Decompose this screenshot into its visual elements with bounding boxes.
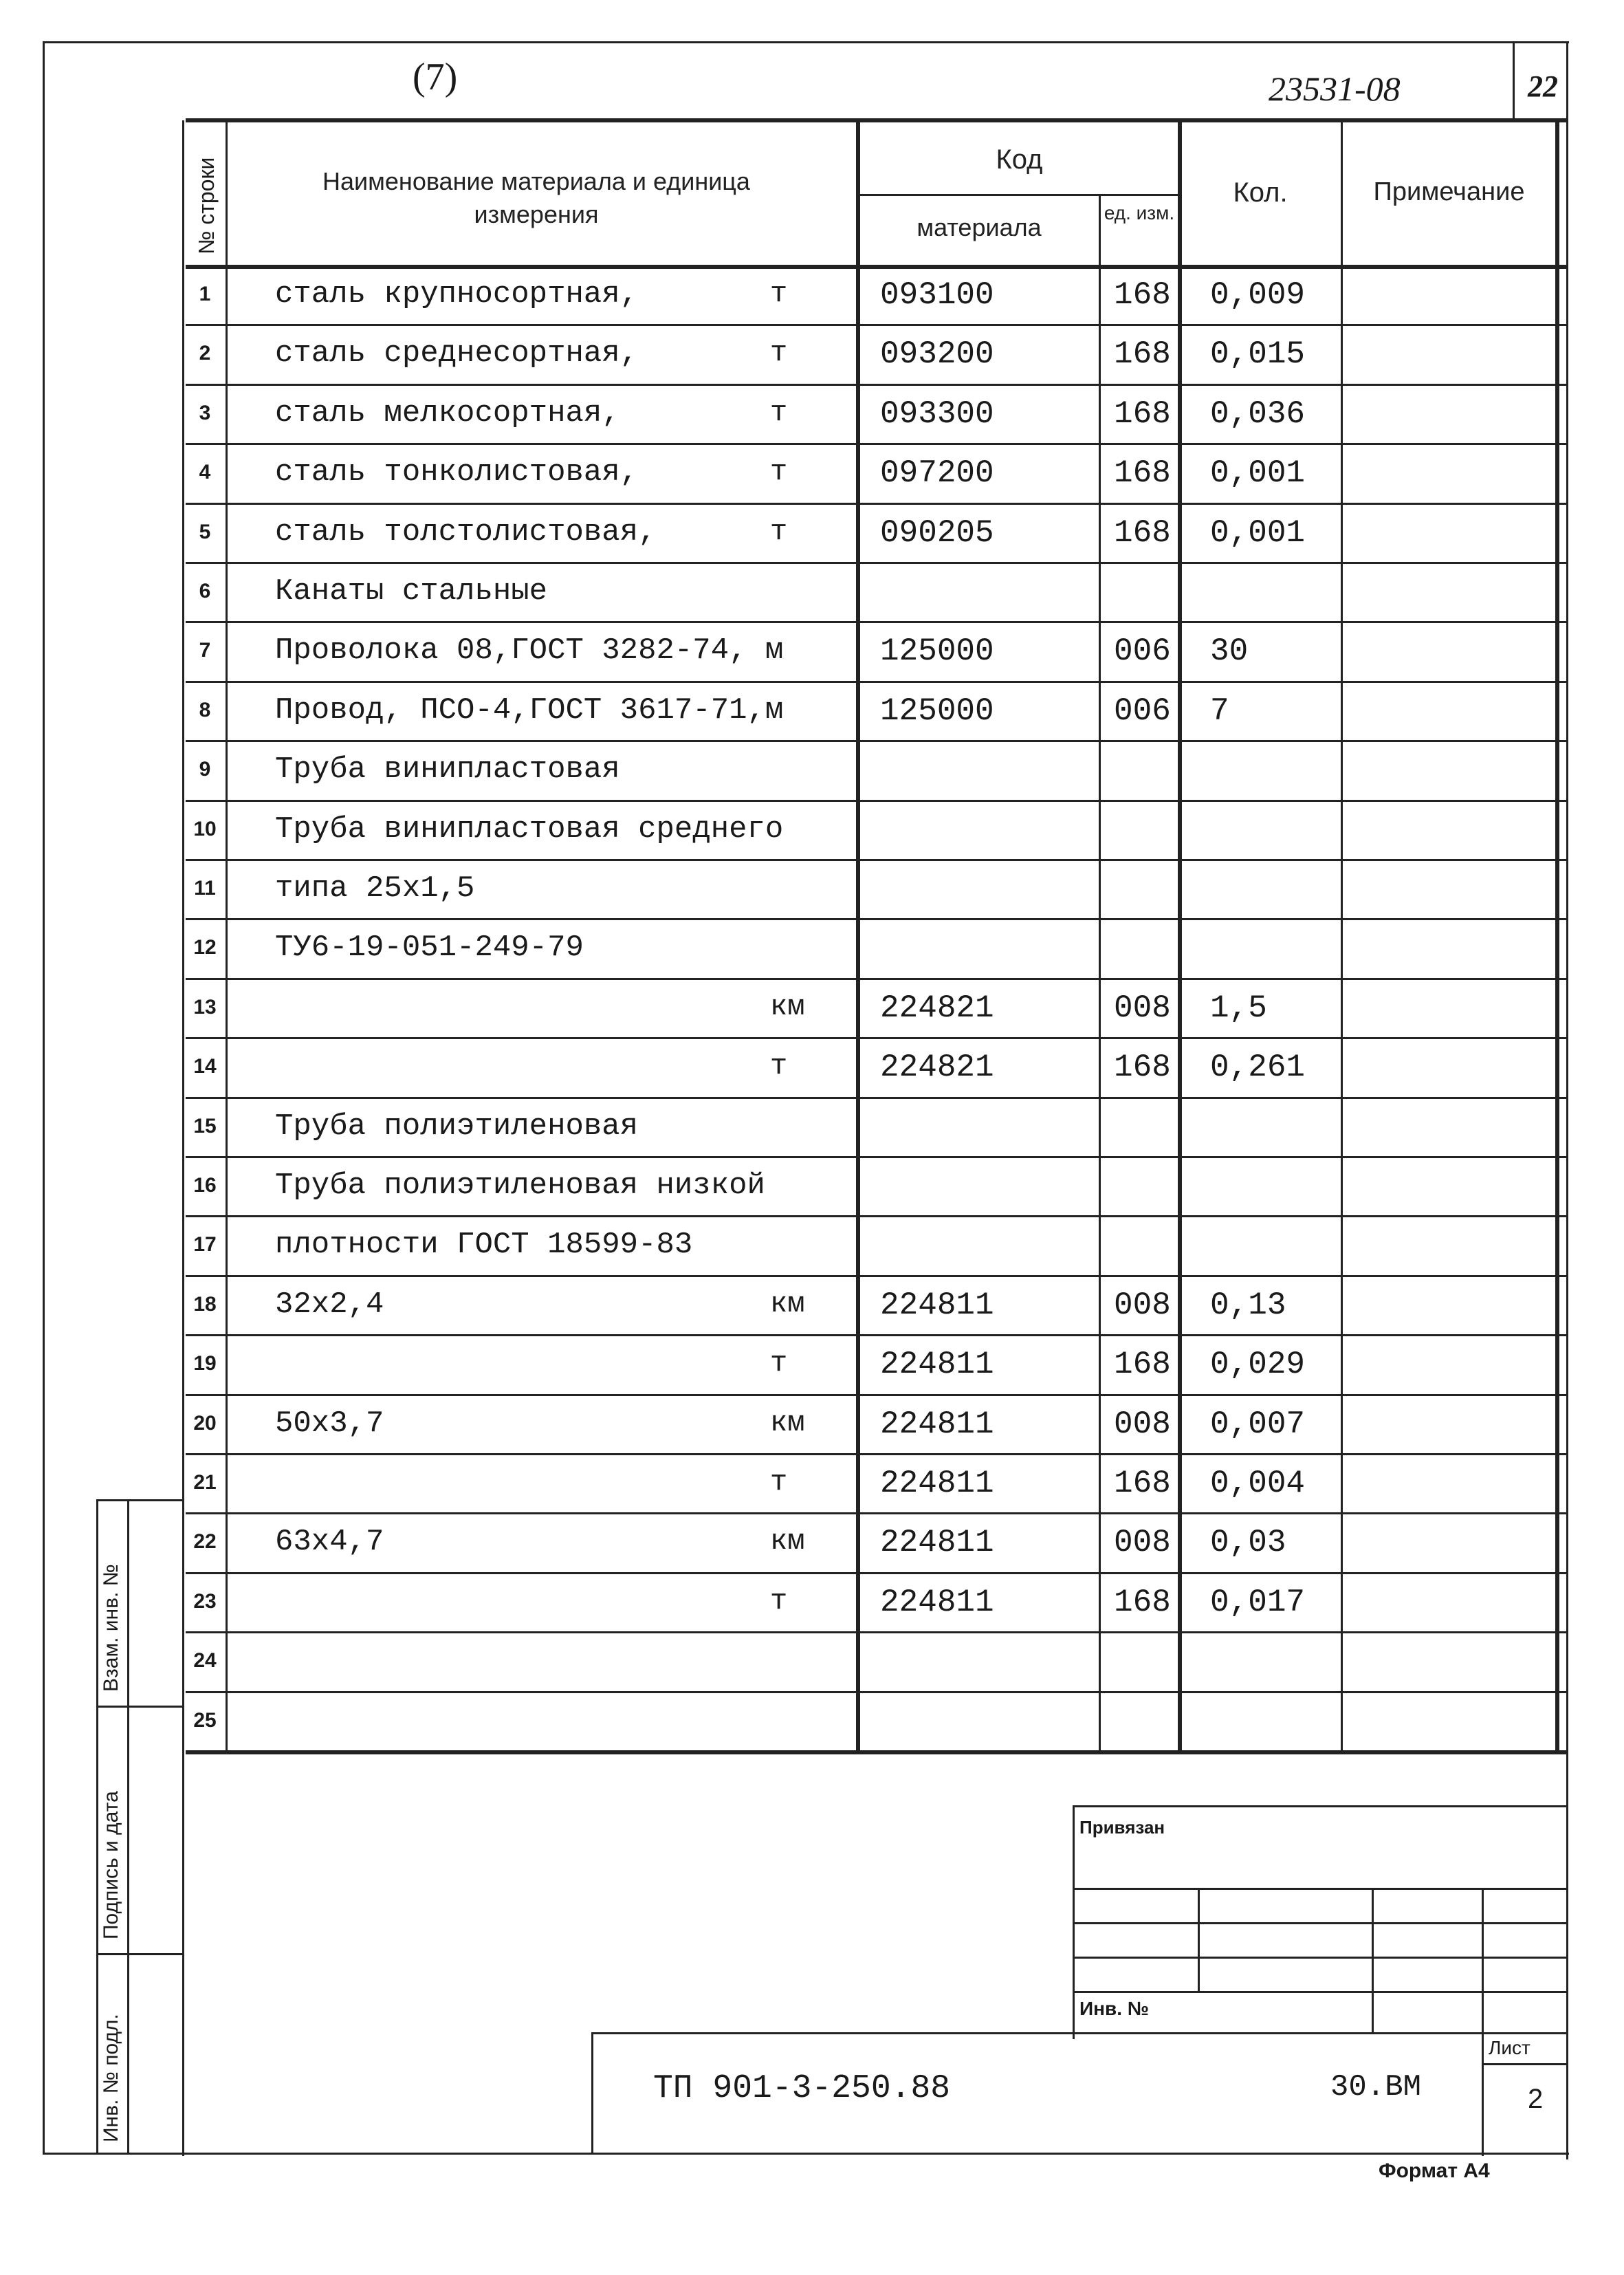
table-bottom-border <box>186 1750 1566 1754</box>
sheet-number: 2 <box>1528 2084 1544 2114</box>
row-number: 9 <box>199 758 211 781</box>
row-name: Труба полиэтиленовая <box>275 1109 639 1144</box>
row-unit: т <box>770 1584 788 1618</box>
side-label-podpis: Подпись и дата <box>100 1791 122 1939</box>
row-unit: км <box>770 990 805 1023</box>
row-unit-code: 008 <box>1114 1406 1171 1442</box>
row-name: сталь крупносортная, <box>275 277 639 312</box>
row-number: 6 <box>199 580 211 602</box>
row-unit: км <box>770 1287 805 1320</box>
row-quantity: 0,001 <box>1210 455 1306 492</box>
table-row-line <box>186 978 1566 980</box>
table-top-border <box>186 118 1566 122</box>
row-quantity: 30 <box>1210 633 1249 670</box>
frame-bottom <box>43 2153 1569 2155</box>
row-unit: т <box>770 336 788 370</box>
row-quantity: 0,03 <box>1210 1525 1286 1561</box>
col-note-right <box>1555 118 1559 1752</box>
row-material-code: 224821 <box>880 1049 994 1086</box>
row-material-code: 224811 <box>880 1525 994 1561</box>
corner-box-left <box>1513 41 1515 120</box>
row-unit-code: 168 <box>1114 395 1171 432</box>
row-unit-code: 168 <box>1114 455 1171 492</box>
row-name: Труба винипластовая <box>275 752 620 787</box>
header-name: Наименование материала и единица измерения <box>322 167 750 228</box>
row-number: 24 <box>193 1649 217 1673</box>
table-row-line <box>186 859 1566 861</box>
row-unit: т <box>770 1347 788 1380</box>
row-material-code: 125000 <box>880 693 994 729</box>
header-qty: Кол. <box>1233 177 1288 208</box>
side-row-2 <box>96 1706 182 1708</box>
row-unit: т <box>770 395 788 429</box>
row-unit: т <box>770 514 788 548</box>
table-row-line <box>186 740 1566 742</box>
row-unit-code: 006 <box>1114 633 1171 670</box>
table-row-line <box>186 1453 1566 1455</box>
row-name: сталь тонколистовая, <box>275 455 639 490</box>
code-subheader-line <box>858 194 1180 196</box>
table-row-line <box>186 918 1566 920</box>
doc-mark: 30.ВМ <box>1330 2070 1422 2104</box>
row-unit-code: 006 <box>1114 693 1171 729</box>
row-number: 16 <box>193 1174 217 1197</box>
row-material-code: 093100 <box>880 277 994 313</box>
row-unit-code: 168 <box>1114 1347 1171 1383</box>
row-number: 13 <box>193 995 217 1019</box>
row-unit-code: 008 <box>1114 990 1171 1026</box>
row-material-code: 097200 <box>880 455 994 492</box>
row-quantity: 0,015 <box>1210 336 1306 373</box>
row-number: 10 <box>193 817 217 840</box>
table-row-line <box>186 1037 1566 1039</box>
header-rownum: № строки <box>194 157 219 254</box>
doc-code: ТП 901-3-250.88 <box>653 2070 951 2107</box>
row-number: 1 <box>199 283 211 305</box>
table-row-line <box>186 1215 1566 1217</box>
outer-frame-top <box>43 41 1569 43</box>
row-number: 20 <box>193 1411 217 1435</box>
row-quantity: 1,5 <box>1210 990 1267 1026</box>
header-note: Примечание <box>1373 177 1525 206</box>
row-unit-code: 168 <box>1114 336 1171 373</box>
inner-frame-left <box>182 120 184 2156</box>
row-number: 11 <box>194 877 216 900</box>
row-number: 22 <box>193 1530 217 1554</box>
row-material-code: 224811 <box>880 1466 994 1501</box>
stamp-col-3 <box>1482 1888 1484 2156</box>
stamp-row-3 <box>1073 1957 1566 1959</box>
col-qty-right <box>1341 118 1343 1752</box>
stamp-row-4 <box>1073 1991 1566 1993</box>
table-row-line <box>186 1394 1566 1396</box>
outer-frame-left <box>43 41 45 2153</box>
row-name: плотности ГОСТ 18599-83 <box>275 1228 693 1263</box>
table-row-line <box>186 1156 1566 1158</box>
stamp-privyazan-label: Привязан <box>1079 1817 1165 1838</box>
side-col-left <box>96 1499 98 2153</box>
row-number: 7 <box>199 639 211 662</box>
row-name: сталь среднесортная, <box>275 336 639 371</box>
stamp-row-1 <box>1073 1888 1566 1890</box>
row-number: 14 <box>193 1055 217 1078</box>
row-unit-code: 168 <box>1114 514 1171 551</box>
row-unit: т <box>770 277 788 310</box>
row-material-code: 093200 <box>880 336 994 373</box>
row-name: Канаты стальные <box>275 574 548 609</box>
col-material-right <box>1099 194 1101 1752</box>
col-unit-right <box>1178 118 1182 1752</box>
header-material: материала <box>917 213 1042 241</box>
row-number: 3 <box>199 401 211 424</box>
row-material-code: 224811 <box>880 1287 994 1323</box>
row-number: 17 <box>193 1233 217 1256</box>
row-name: сталь мелкосортная, <box>275 395 620 431</box>
row-unit-code: 168 <box>1114 277 1171 313</box>
row-material-code: 224811 <box>880 1347 994 1383</box>
row-number: 25 <box>193 1708 217 1732</box>
row-unit: т <box>770 1049 788 1083</box>
row-name: сталь толстолистовая, <box>275 514 657 549</box>
stamp-col-2 <box>1372 1888 1374 2032</box>
row-material-code: 093300 <box>880 395 994 432</box>
row-name: ТУ6-19-051-249-79 <box>275 930 584 966</box>
row-number: 15 <box>193 1114 217 1138</box>
stamp-row-2 <box>1073 1922 1566 1924</box>
row-unit-code: 168 <box>1114 1584 1171 1620</box>
row-unit: т <box>770 1466 788 1499</box>
row-name: 63x4,7 <box>275 1525 384 1560</box>
row-number: 5 <box>199 520 211 543</box>
row-quantity: 7 <box>1210 693 1229 729</box>
row-quantity: 0,009 <box>1210 277 1306 313</box>
section-mark: (7) <box>413 56 458 98</box>
format-label: Формат А4 <box>1379 2159 1490 2182</box>
row-number: 21 <box>193 1471 217 1494</box>
row-number: 19 <box>193 1352 217 1375</box>
header-code: Код <box>996 144 1043 175</box>
table-row-line <box>186 1572 1566 1574</box>
row-quantity: 0,13 <box>1210 1287 1286 1323</box>
table-header-bottom <box>186 265 1566 269</box>
sheet-label: Лист <box>1489 2037 1530 2058</box>
table-row-line <box>186 324 1566 326</box>
side-row-3 <box>96 1953 182 1955</box>
row-number: 8 <box>199 698 211 721</box>
title-block-left <box>591 2032 593 2155</box>
row-material-code: 224821 <box>880 990 994 1026</box>
side-row-1 <box>96 1499 182 1501</box>
row-material-code: 224811 <box>880 1406 994 1442</box>
row-quantity: 0,004 <box>1210 1466 1306 1501</box>
row-quantity: 0,029 <box>1210 1347 1306 1383</box>
row-number: 4 <box>199 461 211 484</box>
table-row-line <box>186 681 1566 683</box>
row-name: Труба полиэтиленовая низкой <box>275 1168 765 1203</box>
table-row-line <box>186 1631 1566 1633</box>
table-row-line <box>186 1275 1566 1277</box>
table-row-line <box>186 621 1566 623</box>
row-material-code: 125000 <box>880 633 994 670</box>
frame-right <box>1566 41 1568 2159</box>
row-material-code: 090205 <box>880 514 994 551</box>
row-number: 23 <box>193 1589 217 1613</box>
row-number: 2 <box>199 342 211 365</box>
table-row-line <box>186 1691 1566 1693</box>
row-quantity: 0,036 <box>1210 395 1306 432</box>
stamp-col-1 <box>1198 1888 1200 1991</box>
stamp-inv-no-label: Инв. № <box>1079 1998 1150 2019</box>
table-row-line <box>186 1512 1566 1514</box>
side-label-vzam: Взам. инв. № <box>100 1564 122 1692</box>
col-name-right <box>856 118 860 1752</box>
row-quantity: 0,007 <box>1210 1406 1306 1442</box>
title-block-top <box>591 2032 1566 2034</box>
row-unit: км <box>770 1406 805 1439</box>
table-row-line <box>186 384 1566 386</box>
stamp-top <box>1073 1805 1566 1807</box>
row-quantity: 0,017 <box>1210 1584 1306 1620</box>
row-name: типа 25x1,5 <box>275 871 475 906</box>
row-number: 12 <box>193 936 217 959</box>
row-unit-code: 008 <box>1114 1525 1171 1561</box>
row-name: 50x3,7 <box>275 1406 384 1441</box>
side-col-mid <box>127 1499 129 2153</box>
row-unit-code: 008 <box>1114 1287 1171 1323</box>
row-name: Провод, ПСО-4,ГОСТ 3617-71,м <box>275 693 784 728</box>
row-unit: т <box>770 455 788 489</box>
table-row-line <box>186 1097 1566 1099</box>
row-unit: км <box>770 1525 805 1558</box>
table-row-line <box>186 443 1566 445</box>
table-row-line <box>186 503 1566 505</box>
sheet-label-line <box>1482 2063 1566 2065</box>
row-quantity: 0,001 <box>1210 514 1306 551</box>
table-row-line <box>186 562 1566 564</box>
row-name: Проволока 08,ГОСТ 3282-74, м <box>275 633 784 668</box>
row-material-code: 224811 <box>880 1584 994 1620</box>
row-name: 32x2,4 <box>275 1287 384 1322</box>
col-rownum-right <box>226 118 228 1752</box>
page-corner-number: 22 <box>1528 69 1558 103</box>
row-name: Труба винипластовая среднего <box>275 812 784 847</box>
row-unit-code: 168 <box>1114 1466 1171 1501</box>
table-row-line <box>186 800 1566 802</box>
row-quantity: 0,261 <box>1210 1049 1306 1086</box>
table-row-line <box>186 1334 1566 1336</box>
header-unit: ед. изм. <box>1104 202 1175 224</box>
row-number: 18 <box>193 1292 217 1316</box>
side-label-inv-podl: Инв. № подл. <box>100 2014 122 2142</box>
handwritten-number: 23531-08 <box>1269 69 1401 108</box>
row-unit-code: 168 <box>1114 1049 1171 1086</box>
